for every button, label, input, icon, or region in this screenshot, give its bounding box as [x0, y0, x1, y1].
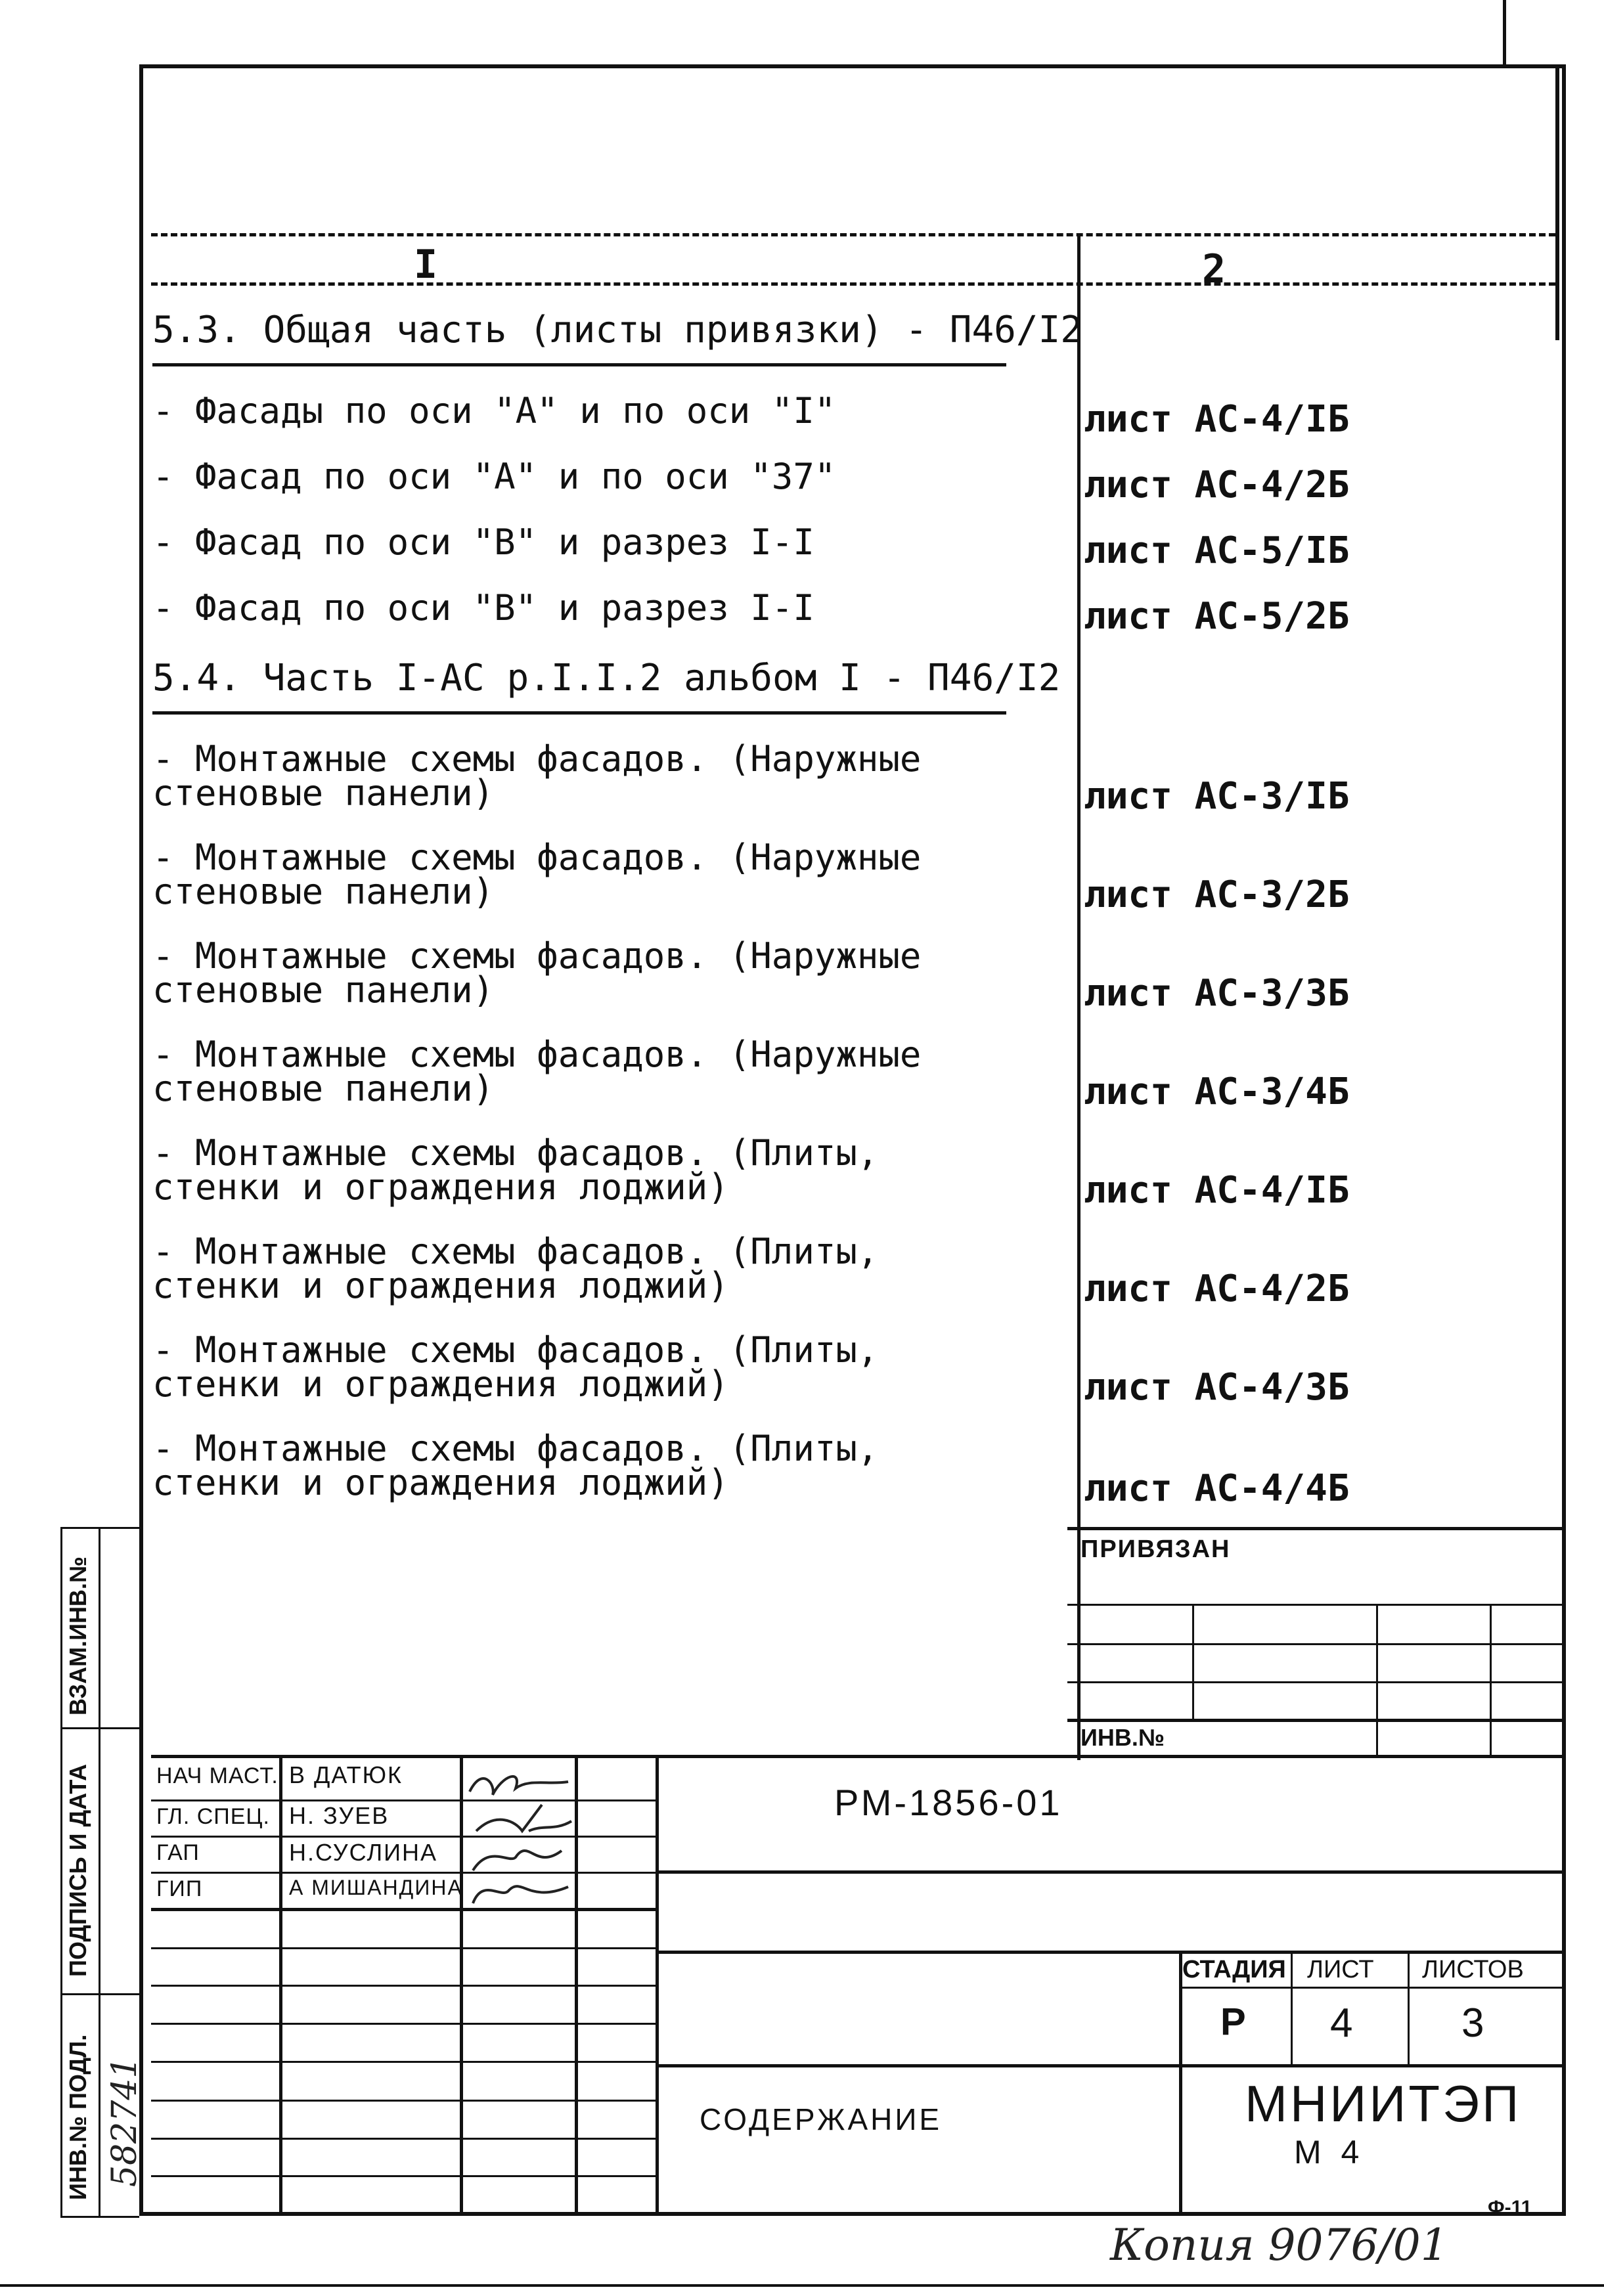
binding-col-line	[1192, 1604, 1194, 1719]
binding-top-line	[1067, 1527, 1566, 1530]
title-mid-line	[656, 1951, 1566, 1954]
stage-value: Р	[1220, 2000, 1246, 2043]
handwritten-signatures	[463, 1759, 575, 1907]
sig-row-line	[151, 2175, 657, 2177]
sheet-ref: лист АС-5/IБ	[1084, 529, 1350, 572]
list-item-line: стенки и ограждения лоджий)	[152, 1363, 729, 1405]
list-item: - Фасад по оси "В" и разрез I-I	[152, 521, 814, 563]
list-item-line: стеновые панели)	[152, 871, 495, 912]
binding-label: ПРИВЯЗАН	[1080, 1535, 1231, 1563]
title-block-top	[151, 1755, 1566, 1758]
list-item	[152, 1034, 922, 1109]
list-item	[152, 1132, 879, 1208]
list-item	[152, 837, 922, 912]
section-53-underline	[152, 363, 1006, 366]
section-54-heading: 5.4. Часть I-АС р.I.I.2 альбом I - П46/I2	[152, 657, 1061, 699]
sheet-ref: лист АС-3/3Б	[1084, 972, 1350, 1015]
sheet-header: ЛИСТ	[1307, 1956, 1374, 1983]
sheets-value: 3	[1461, 2000, 1484, 2046]
sheets-header: ЛИСТОВ	[1422, 1956, 1524, 1983]
sig-name: Н. ЗУЕВ	[289, 1802, 390, 1829]
list-item-line: - Монтажные схемы фасадов. (Наружные	[152, 1034, 922, 1075]
side-strip-line	[60, 2216, 139, 2218]
sheet-ref: лист АС-4/IБ	[1084, 1169, 1350, 1212]
sig-row-line	[151, 1799, 657, 1801]
side-strip-line	[60, 1527, 139, 1529]
side-strip-left	[60, 1527, 62, 2216]
sig-row-line	[151, 1908, 657, 1911]
list-item-line: стенки и ограждения лоджий)	[152, 1265, 729, 1306]
stage-header: СТАДИЯ	[1182, 1956, 1286, 1983]
copy-note: Копия 9076/01	[1110, 2220, 1448, 2270]
sig-row-line	[151, 1985, 657, 1987]
header-dash-top	[151, 233, 1555, 236]
sig-role: НАЧ МАСТ.	[156, 1763, 278, 1788]
list-item-line: стеновые панели)	[152, 772, 495, 814]
section-53-heading: 5.3. Общая часть (листы привязки) - П46/I2	[152, 309, 1083, 351]
organization-name: МНИИТЭП	[1245, 2075, 1522, 2132]
sheet-ref: лист АС-5/2Б	[1084, 595, 1350, 638]
list-item-line: стеновые панели)	[152, 1068, 495, 1109]
document-title: СОДЕРЖАНИЕ	[700, 2102, 943, 2136]
stage-header-line	[1179, 1987, 1566, 1989]
list-item-line: - Монтажные схемы фасадов. (Наружные	[152, 837, 922, 878]
sig-row-line	[151, 1872, 657, 1874]
side-strip-line	[60, 1993, 139, 1995]
list-item-line: - Монтажные схемы фасадов. (Наружные	[152, 935, 922, 977]
sig-role: ГЛ. СПЕЦ.	[156, 1804, 270, 1829]
list-item-line: стеновые панели)	[152, 969, 495, 1011]
form-number: Ф-11	[1488, 2197, 1532, 2219]
sheet-ref: лист АС-4/IБ	[1084, 398, 1350, 441]
list-item-line: стенки и ограждения лоджий)	[152, 1166, 729, 1208]
list-item	[152, 935, 922, 1011]
side-strip-mid	[99, 1527, 100, 2216]
code-row-bottom	[656, 1870, 1566, 1874]
document-code: РМ-1856-01	[834, 1782, 1063, 1823]
vzam-inv-label: ВЗАМ.ИНВ.№	[64, 1556, 91, 1715]
list-item-line: - Монтажные схемы фасадов. (Плиты,	[152, 1428, 879, 1469]
column-1-header: I	[414, 242, 438, 288]
sig-row-line	[151, 1947, 657, 1949]
section-54-underline	[152, 711, 1006, 715]
sig-row-line	[151, 1836, 657, 1838]
list-item: - Фасад по оси "А" и по оси "37"	[152, 456, 836, 497]
sig-row-line	[151, 2138, 657, 2140]
column-divider	[1077, 233, 1080, 1760]
sig-role: ГИП	[156, 1876, 203, 1901]
list-item: - Фасад по оси "В" и разрез I-I	[152, 587, 814, 629]
sig-row-line	[151, 2061, 657, 2063]
list-item-line: - Монтажные схемы фасадов. (Плиты,	[152, 1329, 879, 1371]
stage-block-left	[1179, 1951, 1182, 2216]
list-item-line: - Монтажные схемы фасадов. (Наружные	[152, 738, 922, 780]
top-edge-line	[1503, 0, 1506, 64]
sig-name: В ДАТЮК	[289, 1761, 403, 1788]
organization-sub: М 4	[1294, 2134, 1365, 2171]
list-item	[152, 1329, 879, 1405]
sig-row-line	[151, 2023, 657, 2025]
list-item-line: - Монтажные схемы фасадов. (Плиты,	[152, 1231, 879, 1272]
list-item-line: - Монтажные схемы фасадов. (Плиты,	[152, 1132, 879, 1174]
page-bottom-edge	[0, 2284, 1604, 2287]
sheet-ref: лист АС-3/4Б	[1084, 1071, 1350, 1113]
signature-date-label: ПОДПИСЬ И ДАТА	[64, 1763, 91, 1977]
list-item-line: стенки и ограждения лоджий)	[152, 1462, 729, 1503]
right-edge-bar	[1555, 64, 1559, 340]
header-dash-bottom	[151, 282, 1555, 286]
sig-name: А МИШАНДИНА	[289, 1876, 463, 1899]
list-item	[152, 1231, 879, 1306]
binding-col-line	[1376, 1604, 1378, 1755]
sig-role: ГАП	[156, 1840, 200, 1865]
stage-col-line	[1291, 1951, 1293, 2064]
list-item	[152, 738, 922, 814]
sheet-ref: лист АС-4/2Б	[1084, 1268, 1350, 1310]
inv-podl-label: ИНВ.№ ПОДЛ.	[64, 2034, 91, 2200]
sig-name: Н.СУСЛИНА	[289, 1839, 437, 1866]
sheet-ref: лист АС-4/4Б	[1084, 1467, 1350, 1510]
list-item	[152, 1428, 879, 1503]
column-2-header: 2	[1202, 246, 1226, 292]
sheet-ref: лист АС-3/2Б	[1084, 873, 1350, 916]
sheet-ref: лист АС-4/3Б	[1084, 1366, 1350, 1409]
sig-row-line	[151, 2100, 657, 2102]
binding-col-line	[1490, 1604, 1492, 1755]
sheet-value: 4	[1330, 2000, 1353, 2046]
sheet-ref: лист АС-4/2Б	[1084, 464, 1350, 506]
stage-col-line	[1408, 1951, 1410, 2064]
sheet-ref: лист АС-3/IБ	[1084, 775, 1350, 818]
inv-no-label: ИНВ.№	[1080, 1724, 1165, 1751]
stage-value-line	[656, 2064, 1566, 2067]
inv-podl-value: 582741	[105, 2056, 145, 2187]
side-strip-line	[60, 1727, 139, 1729]
list-item: - Фасады по оси "А" и по оси "I"	[152, 390, 836, 431]
